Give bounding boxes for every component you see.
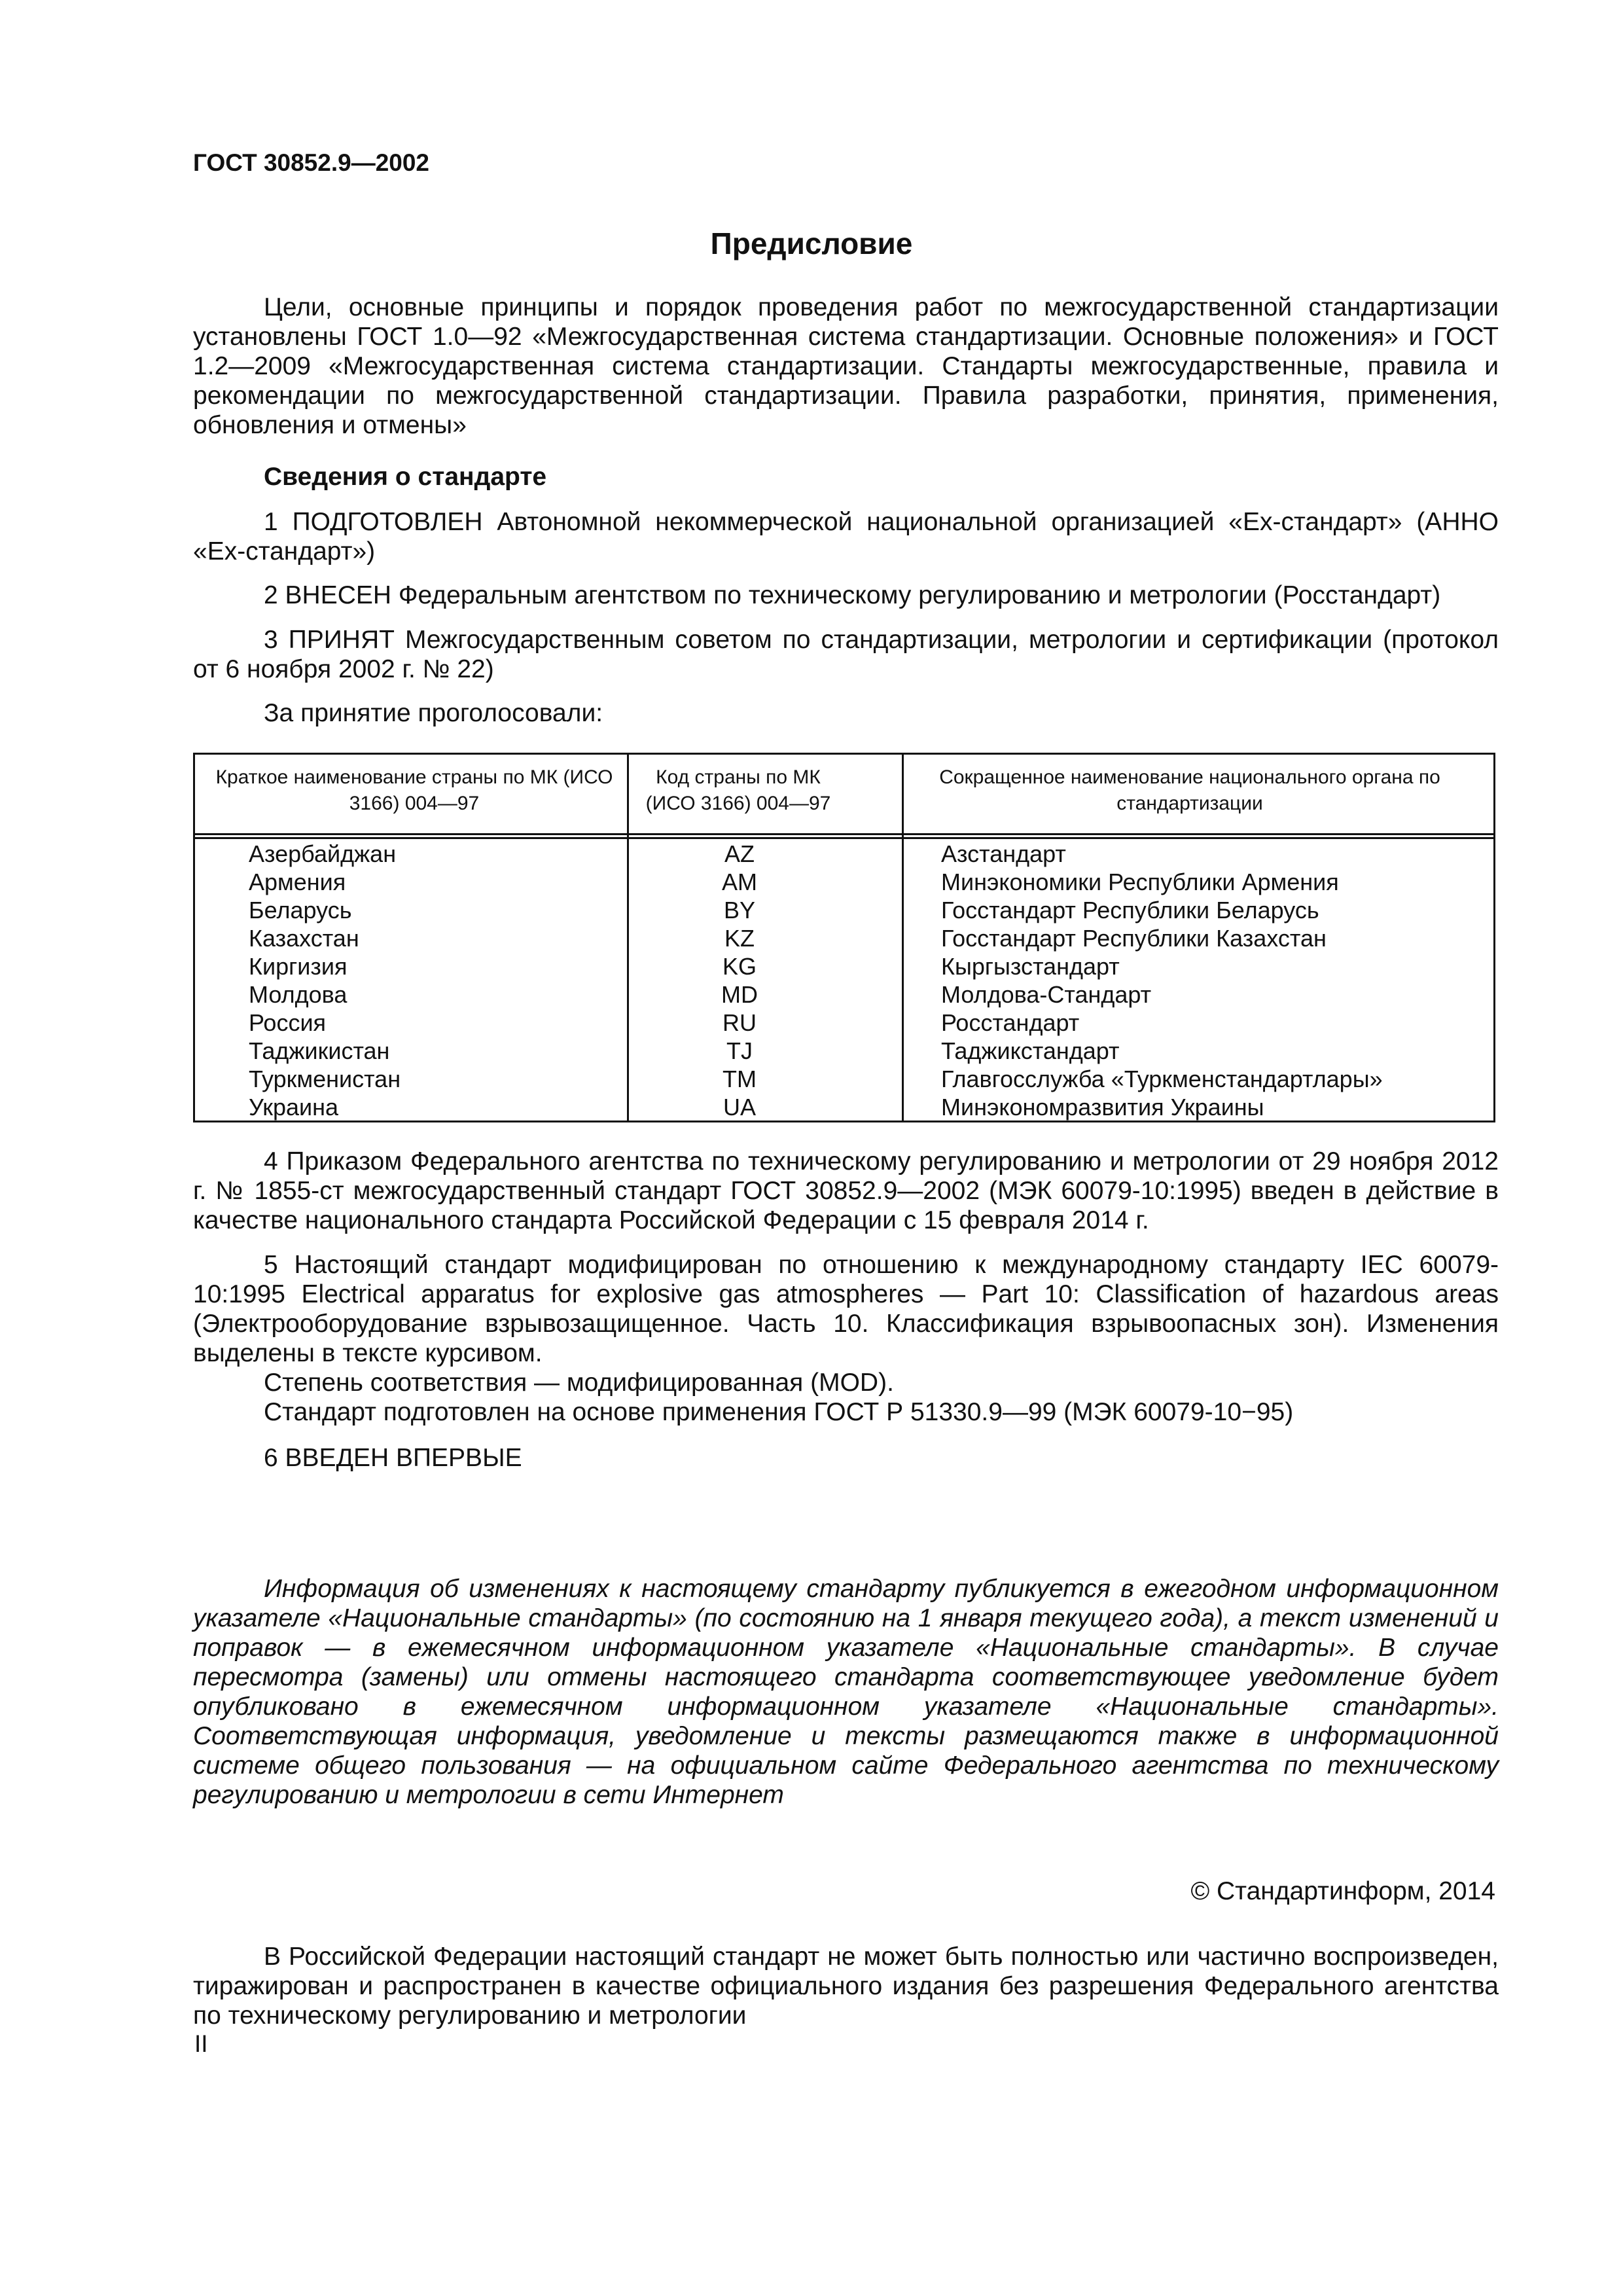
country-code: KG bbox=[722, 953, 757, 980]
item-5-degree: Степень соответствия — модифицированная (MOD). bbox=[264, 1369, 894, 1397]
table-row bbox=[195, 1009, 1493, 1037]
table-header-code: Код страны по МК (ИСО 3166) 004—97 bbox=[645, 766, 831, 814]
rf-notice-paragraph: В Российской Федерации настоящий стандарт не может быть полностью или частично воспроизведен, тиражирован и распространен в качестве официального издания без разрешения Федерального агентства по техническому регулированию и метрологии bbox=[193, 1943, 1499, 2030]
info-heading-block bbox=[193, 462, 1499, 492]
info-heading: Сведения о стандарте bbox=[264, 463, 547, 491]
standards-body: Минэкономразвития Украины bbox=[941, 1094, 1264, 1121]
country-code: MD bbox=[721, 981, 758, 1008]
country-code: RU bbox=[722, 1009, 757, 1036]
table-row bbox=[195, 868, 1493, 896]
table-header-rule bbox=[195, 837, 1493, 839]
table-row bbox=[195, 896, 1493, 924]
table-header-organ: Сокращенное наименование национального органа по стандартизации bbox=[939, 766, 1440, 814]
country-name: Армения bbox=[249, 869, 346, 895]
table-header-country: Краткое наименование страны по МК (ИСО 3166) 004—97 bbox=[215, 766, 613, 814]
standards-body: Росстандарт bbox=[941, 1009, 1080, 1036]
item-6-block bbox=[193, 1443, 1499, 1473]
rf-notice-block bbox=[193, 1942, 1499, 2030]
item-3: 3 ПРИНЯТ Межгосударственным советом по стандартизации, метрологии и сертификации (протокол от 6 ноября 2002 г. № 22) bbox=[193, 626, 1499, 683]
table-row bbox=[195, 840, 1493, 868]
voted-block bbox=[193, 698, 1499, 728]
table-row bbox=[195, 1037, 1493, 1065]
country-code: TJ bbox=[726, 1037, 753, 1064]
item-2-block bbox=[193, 581, 1499, 610]
item-4-block bbox=[193, 1147, 1499, 1235]
country-code: KZ bbox=[724, 925, 755, 952]
country-name: Казахстан bbox=[249, 925, 359, 952]
standards-body: Кыргызстандарт bbox=[941, 953, 1120, 980]
table-row bbox=[195, 924, 1493, 952]
document-header: ГОСТ 30852.9—2002 bbox=[193, 149, 430, 176]
country-name: Молдова bbox=[249, 981, 348, 1008]
item-5: 5 Настоящий стандарт модифицирован по отношению к международному стандарту IEC 60079-10:1995 Electrical apparatus for explosive gas atmospheres — Part 10: Classification of hazardous areas (Электрооборудование взрывозащищенное. Часть 10. Классификация взрывоопасных зон). Изменения выделены в тексте курсивом. bbox=[193, 1251, 1499, 1367]
country-name: Туркменистан bbox=[249, 1066, 401, 1092]
item-1-block bbox=[193, 507, 1499, 566]
item-3-block bbox=[193, 625, 1499, 684]
country-code: BY bbox=[723, 897, 756, 924]
country-name: Россия bbox=[249, 1009, 327, 1036]
standards-body: Главгосслужба «Туркменстандартлары» bbox=[941, 1066, 1383, 1092]
change-info-block bbox=[193, 1574, 1499, 1810]
item-5-block bbox=[193, 1250, 1499, 1427]
table-row bbox=[195, 952, 1493, 980]
page-title: Предисловие bbox=[710, 226, 913, 260]
voted-label: За принятие проголосовали: bbox=[264, 699, 603, 727]
country-code: AZ bbox=[724, 840, 755, 867]
item-1: 1 ПОДГОТОВЛЕН Автономной некоммерческой национальной организацией «Ех-стандарт» (АННО «Ех-стандарт») bbox=[193, 508, 1499, 565]
table-row bbox=[195, 1093, 1493, 1121]
item-5-basis: Стандарт подготовлен на основе применения ГОСТ Р 51330.9—99 (МЭК 60079-10−95) bbox=[264, 1398, 1294, 1426]
standards-body: Госстандарт Республики Беларусь bbox=[941, 897, 1319, 924]
standards-body: Азстандарт bbox=[941, 840, 1066, 867]
standards-body: Минэкономики Республики Армения bbox=[941, 869, 1339, 895]
foreword-block bbox=[193, 293, 1499, 440]
item-4: 4 Приказом Федерального агентства по техническому регулированию и метрологии от 29 ноября 2012 г. № 1855-ст межгосударственный стандарт ГОСТ 30852.9—2002 (МЭК 60079-10:1995) введен в действие в качестве национального стандарта Российской Федерации с 15 февраля 2014 г. bbox=[193, 1147, 1499, 1234]
table-row bbox=[195, 1065, 1493, 1093]
voting-table bbox=[193, 753, 1495, 1122]
change-info-paragraph: Информация об изменениях к настоящему стандарту публикуется в ежегодном информационном указателе «Национальные стандарты» (по состоянию на 1 января текущего года), а текст изменений и поправок — в ежемесячном информационном указателе «Национальные стандарты». В случае пересмотра (замены) или отмены настоящего стандарта соответствующее уведомление будет опубликовано в ежемесячном информационном указателе «Национальные стандарты». Соответствующая информация, уведомление и тексты размещаются также в информационной системе общего пользования — на официальном сайте Федерального агентства по техническому регулированию и метрологии в сети Интернет bbox=[193, 1575, 1499, 1809]
table-header bbox=[195, 755, 1493, 835]
standards-body: Молдова-Стандарт bbox=[941, 981, 1152, 1008]
country-name: Беларусь bbox=[249, 897, 352, 924]
country-name: Киргизия bbox=[249, 953, 348, 980]
country-code: UA bbox=[722, 1094, 756, 1121]
standards-body: Госстандарт Республики Казахстан bbox=[941, 925, 1327, 952]
country-name: Украина bbox=[249, 1094, 339, 1121]
item-6: 6 ВВЕДЕН ВПЕРВЫЕ bbox=[264, 1444, 522, 1472]
table-row bbox=[195, 980, 1493, 1009]
country-name: Азербайджан bbox=[249, 840, 397, 867]
table-body bbox=[195, 840, 1493, 1121]
copyright-notice: © Стандартинформ, 2014 bbox=[1190, 1877, 1495, 1905]
standards-body: Таджикстандарт bbox=[941, 1037, 1120, 1064]
foreword-paragraph: Цели, основные принципы и порядок проведения работ по межгосударственной стандартизации установлены ГОСТ 1.0—92 «Межгосударственная система стандартизации. Основные положения» и ГОСТ 1.2—2009 «Межгосударственная система стандартизации. Стандарты межгосударственные, правила и рекомендации по межгосударственной стандартизации. Правила разработки, принятия, применения, обновления и отмены» bbox=[193, 293, 1499, 439]
item-2: 2 ВНЕСЕН Федеральным агентством по техническому регулированию и метрологии (Росстандарт) bbox=[264, 581, 1441, 609]
country-code: TM bbox=[722, 1066, 757, 1092]
country-name: Таджикистан bbox=[249, 1037, 390, 1064]
page-number: II bbox=[194, 2030, 208, 2057]
country-code: AM bbox=[722, 869, 757, 895]
